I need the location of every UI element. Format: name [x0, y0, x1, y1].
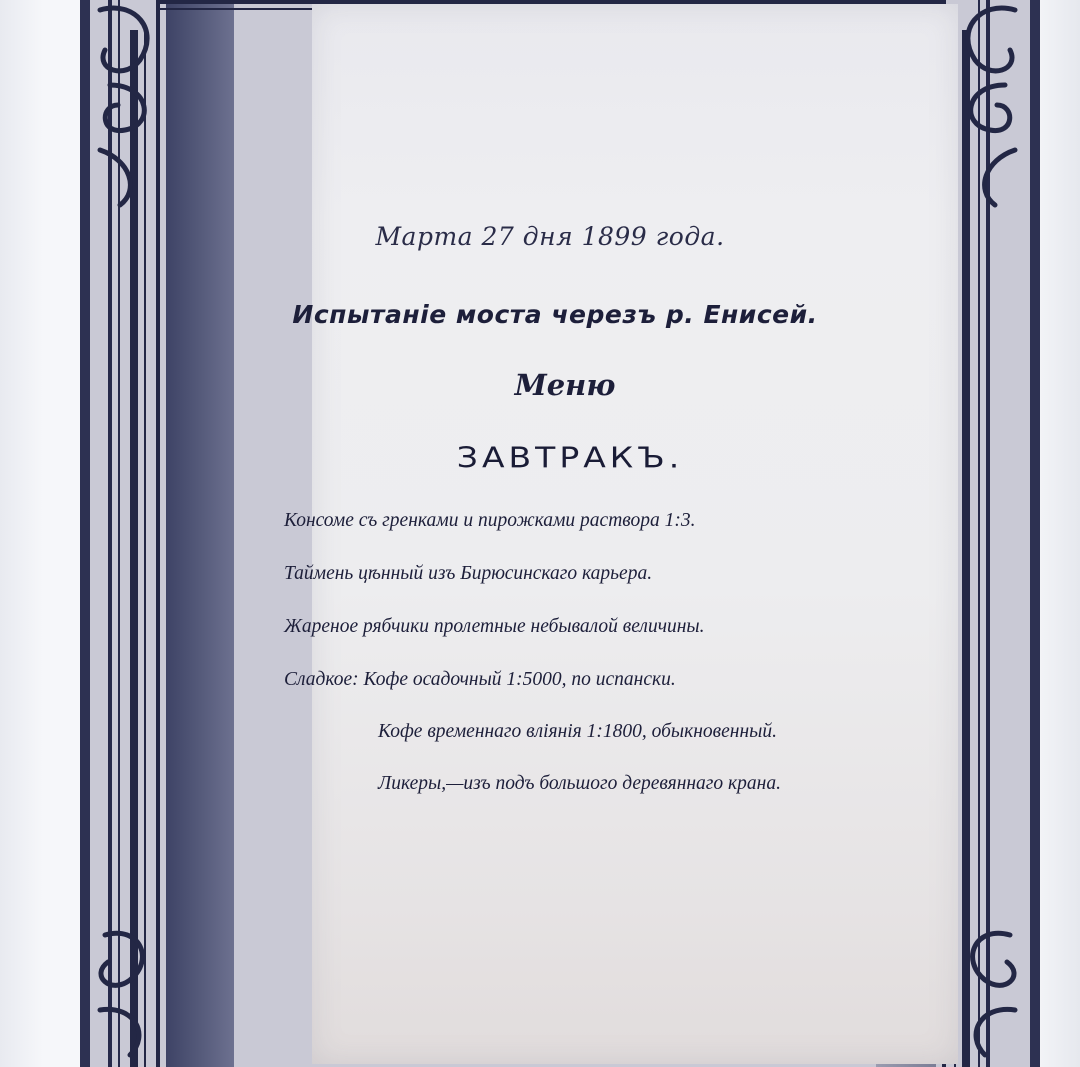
event-title: Испытаніе моста черезъ р. Енисей.	[292, 300, 818, 329]
menu-card	[312, 4, 958, 1064]
menu-item: Консоме съ гренками и пирожками раствора 1:3.	[284, 510, 696, 531]
menu-item: Ликеры,—изъ подъ большого деревяннаго крана.	[378, 773, 781, 794]
book-page	[80, 0, 1040, 1067]
menu-date: Марта 27 дня 1899 года.	[375, 222, 725, 251]
meal-heading: ЗАВТРАКЪ.	[456, 440, 684, 475]
menu-item: Жареное рябчики пролетные небывалой величины.	[284, 616, 705, 637]
menu-heading: Меню	[514, 368, 616, 402]
menu-item: Кофе временнаго вліянія 1:1800, обыкновенный.	[378, 721, 777, 742]
menu-item: Таймень цѣнный изъ Бирюсинскаго карьера.	[284, 563, 653, 584]
menu-item: Сладкое: Кофе осадочный 1:5000, по испански.	[284, 669, 676, 690]
